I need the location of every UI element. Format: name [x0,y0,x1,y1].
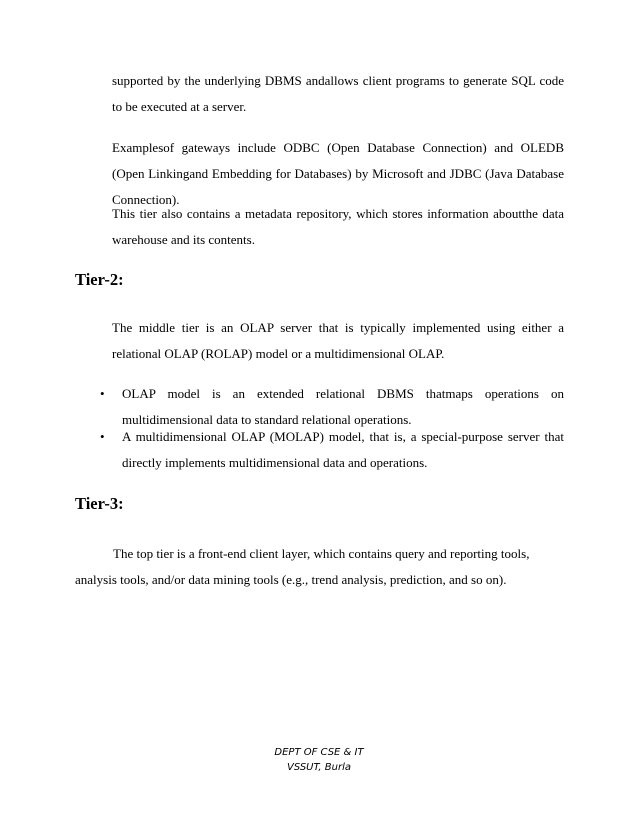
footer-department: DEPT OF CSE & IT [274,747,364,758]
paragraph-tier-2-intro: The middle tier is an OLAP server that is typically implemented using either a relational OLAP (ROLAP) model or a multidimensional OLAP. [112,320,564,361]
page-footer [0,745,638,775]
bullet-icon: • [100,429,105,444]
bullet-icon: • [100,386,105,401]
list-item [100,424,564,476]
paragraph-tier-3-line-2: analysis tools, and/or data mining tools (e.g., trend analysis, prediction, and so on). [75,572,507,587]
paragraph-gateway-continued: supported by the underlying DBMS andallows client programs to generate SQL code to be executed at a server. [112,73,564,114]
paragraph-tier-3 [75,541,564,593]
paragraph-gateway-examples: Examplesof gateways include ODBC (Open Database Connection) and OLEDB (Open Linkingand Embedding for Databases) by Microsoft and JDBC (Java Database Connection). [112,140,564,207]
paragraph-tier-3-line-1: The top tier is a front-end client layer, which contains query and reporting tools, [113,546,530,561]
footer-institution: VSSUT, Burla [287,762,351,773]
heading-tier-2: Tier-2: [75,270,124,289]
list-item-text: A multidimensional OLAP (MOLAP) model, that is, a special-purpose server that directly implements multidimensional data and operations. [122,429,564,470]
list-item-text: OLAP model is an extended relational DBMS thatmaps operations on multidimensional data to standard relational operations. [122,386,564,427]
paragraph-metadata-repository: This tier also contains a metadata repository, which stores information aboutthe data warehouse and its contents. [112,206,564,247]
heading-tier-3: Tier-3: [75,494,124,513]
